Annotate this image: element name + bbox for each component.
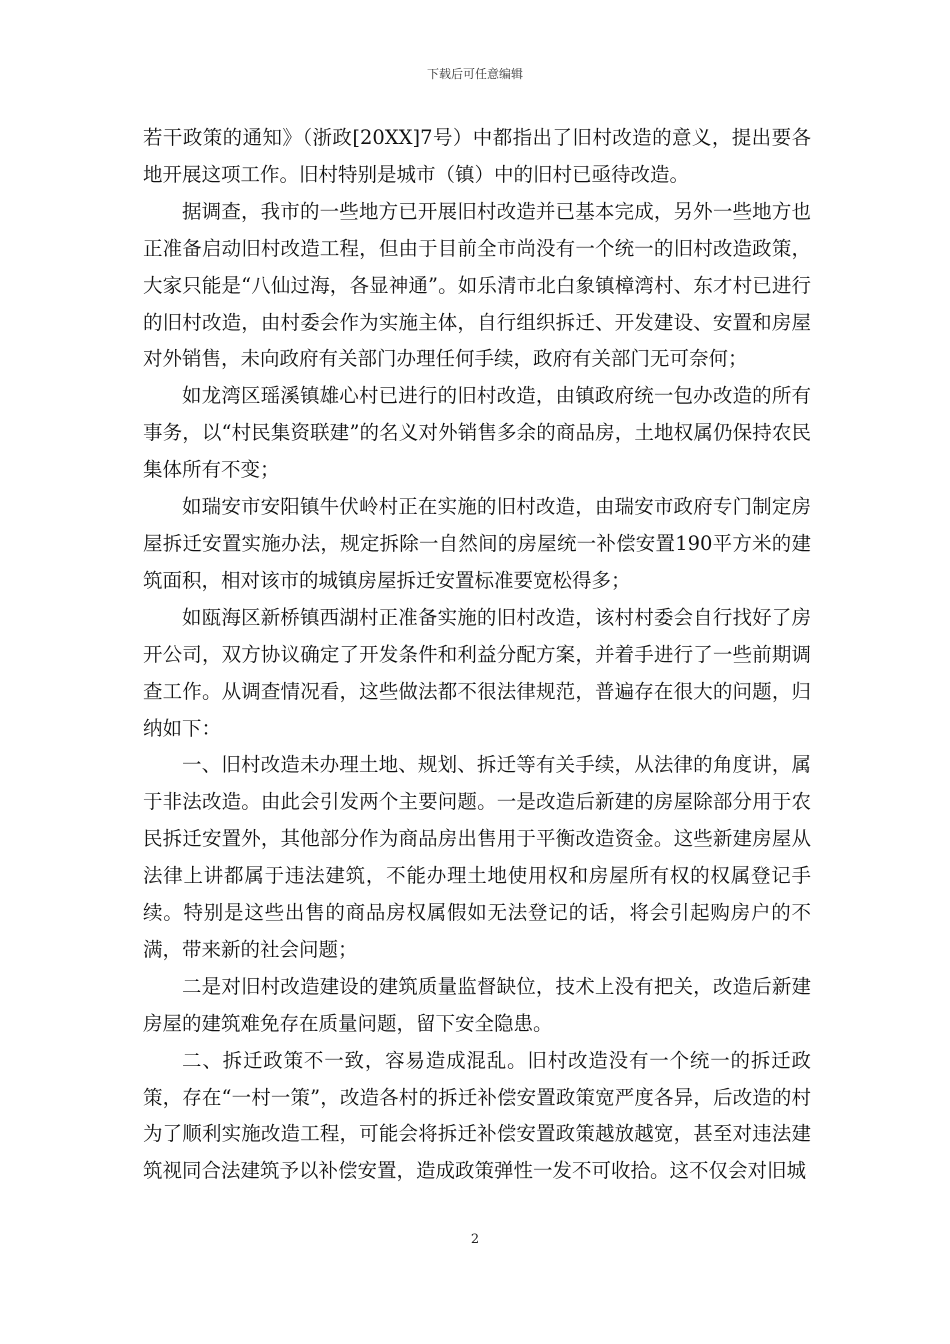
page-header: 下载后可任意编辑 (426, 67, 523, 81)
paragraph-continuation: 若干政策的通知》（浙政[20XX]7号）中都指出了旧村改造的意义，提出要各地开展这项工作。旧村特别是城市（镇）中的旧村已亟待改造。 (143, 126, 811, 186)
document-body (143, 120, 811, 1190)
paragraph-survey: 据调查，我市的一些地方已开展旧村改造并已基本完成，另外一些地方也正准备启动旧村改造工程，但由于目前全市尚没有一个统一的旧村改造政策，大家只能是“八仙过海，各显神通”。如乐清市北白象镇樟湾村、东才村已进行的旧村改造，由村委会作为实施主体，自行组织拆迁、开发建设、安置和房屋对外销售，未向政府有关部门办理任何手续，政府有关部门无可奈何； (143, 199, 811, 371)
paragraph-issue-one-b: 二是对旧村改造建设的建筑质量监督缺位，技术上没有把关，改造后新建房屋的建筑难免存在质量问题，留下安全隐患。 (143, 974, 811, 1035)
paragraph-longwan: 如龙湾区瑶溪镇雄心村已进行的旧村改造，由镇政府统一包办改造的所有事务，以“村民集资联建”的名义对外销售多余的商品房，土地权属仍保持农民集体所有不变； (143, 384, 811, 482)
paragraph-ruian: 如瑞安市安阳镇牛伏岭村正在实施的旧村改造，由瑞安市政府专门制定房屋拆迁安置实施办法，规定拆除一自然间的房屋统一补偿安置190平方米的建筑面积，相对该市的城镇房屋拆迁安置标准要宽松得多； (143, 495, 811, 592)
paragraph-issue-one: 一、旧村改造未办理土地、规划、拆迁等有关手续，从法律的角度讲，属于非法改造。由此会引发两个主要问题。一是改造后新建的房屋除部分用于农民拆迁安置外，其他部分作为商品房出售用于平衡改造资金。这些新建房屋从法律上讲都属于违法建筑，不能办理土地使用权和房屋所有权的权属登记手续。特别是这些出售的商品房权属假如无法登记的话，将会引起购房户的不满，带来新的社会问题； (143, 753, 811, 961)
page-number: 2 (470, 1232, 480, 1247)
paragraph-ouhai: 如瓯海区新桥镇西湖村正准备实施的旧村改造，该村村委会自行找好了房开公司，双方协议确定了开发条件和利益分配方案，并着手进行了一些前期调查工作。从调查情况看，这些做法都不很法律规范，普遍存在很大的问题，归纳如下： (143, 605, 811, 740)
paragraph-issue-two: 二、拆迁政策不一致，容易造成混乱。旧村改造没有一个统一的拆迁政策，存在“一村一策”，改造各村的拆迁补偿安置政策宽严度各异，后改造的村为了顺利实施改造工程，可能会将拆迁补偿安置政策越放越宽，甚至对违法建筑视同合法建筑予以补偿安置，造成政策弹性一发不可收拾。这不仅会对旧城 (143, 1048, 811, 1183)
